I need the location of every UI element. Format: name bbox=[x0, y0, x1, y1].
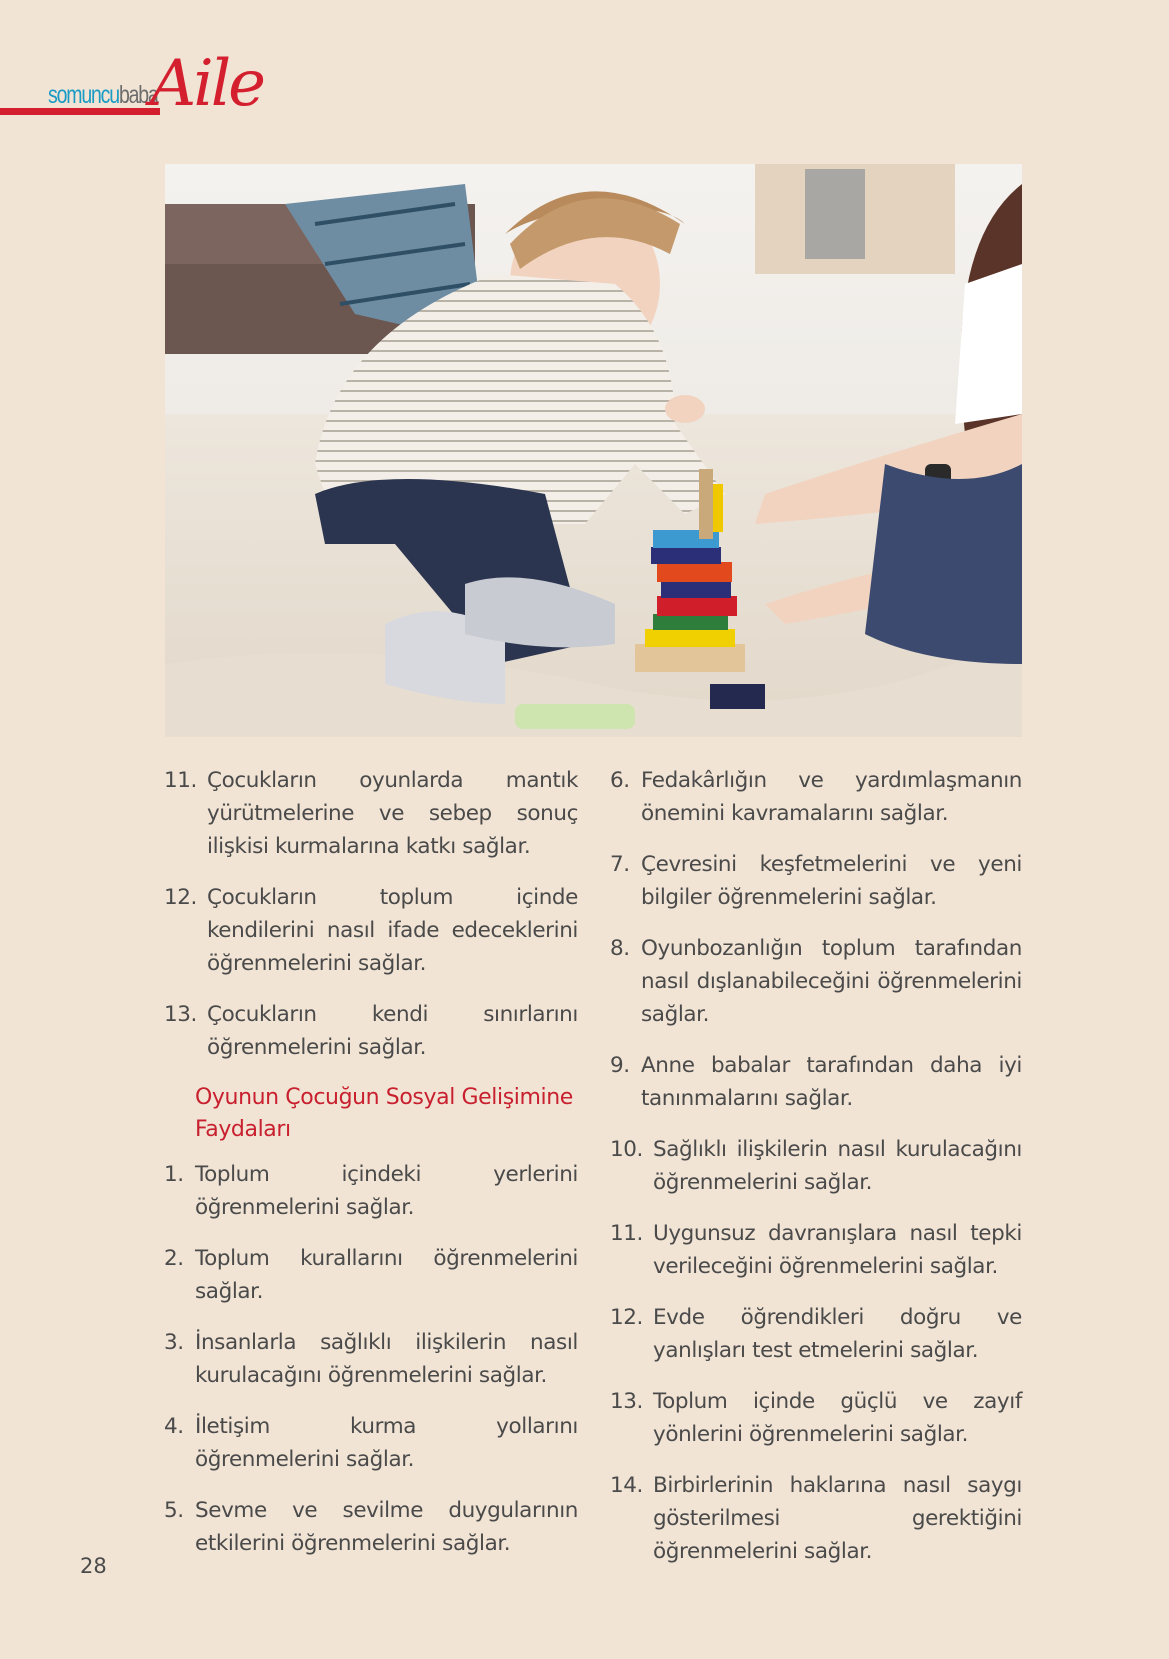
list-item-number: 12. bbox=[610, 1305, 643, 1330]
list-item-text: Birbirlerinin haklarına nasıl saygı gösterilmesi gerektiğini öğrenmelerini sağlar. bbox=[653, 1473, 1022, 1564]
list-item-number: 11. bbox=[610, 1221, 643, 1246]
list-item-text: Toplum kurallarını öğrenmelerini sağlar. bbox=[195, 1246, 578, 1304]
list-item-text: Fedakârlığın ve yardımlaşmanın önemini kavramalarını sağlar. bbox=[641, 768, 1022, 826]
brand-logo bbox=[48, 47, 264, 122]
list-item-text: Çevresini keşfetmelerini ve yeni bilgiler öğrenmelerini sağlar. bbox=[641, 852, 1022, 910]
list-item bbox=[610, 1217, 1022, 1283]
list-item-number: 11. bbox=[164, 768, 197, 793]
list-item-text: İletişim kurma yollarını öğrenmelerini sağlar. bbox=[195, 1414, 578, 1472]
list-item-number: 6. bbox=[610, 768, 630, 793]
list-item-number: 7. bbox=[610, 852, 630, 877]
list-item-number: 13. bbox=[164, 1002, 197, 1027]
list-item bbox=[164, 1494, 578, 1560]
list-item-number: 1. bbox=[164, 1162, 184, 1187]
list-item bbox=[164, 998, 578, 1064]
list-item bbox=[610, 1133, 1022, 1199]
list-item-text: İnsanlarla sağlıklı ilişkilerin nasıl kurulacağını öğrenmelerini sağlar. bbox=[195, 1330, 578, 1388]
list-item-number: 5. bbox=[164, 1498, 184, 1523]
list-item bbox=[164, 1410, 578, 1476]
list-item-text: Evde öğrendikleri doğru ve yanlışları test etmelerini sağlar. bbox=[653, 1305, 1022, 1363]
list-item-number: 12. bbox=[164, 885, 197, 910]
list-item-number: 9. bbox=[610, 1053, 630, 1078]
list-item-number: 14. bbox=[610, 1473, 643, 1498]
right-column bbox=[610, 764, 1022, 1586]
list-item bbox=[610, 764, 1022, 830]
list-item bbox=[610, 1301, 1022, 1367]
list-item-number: 4. bbox=[164, 1414, 184, 1439]
photo-illustration bbox=[165, 164, 1022, 737]
child-stacking-toy-photo bbox=[165, 164, 1022, 737]
list-item-text: Sevme ve sevilme duygularının etkilerini öğrenmelerini sağlar. bbox=[195, 1498, 578, 1556]
list-item-text: Oyunbozanlığın toplum tarafından nasıl dışlanabileceğini öğrenmelerini sağlar. bbox=[641, 936, 1022, 1027]
list-item bbox=[164, 1158, 578, 1224]
list-item bbox=[610, 1049, 1022, 1115]
list-item bbox=[164, 881, 578, 980]
list-item-number: 3. bbox=[164, 1330, 184, 1355]
list-item-number: 13. bbox=[610, 1389, 643, 1414]
list-item-text: Çocukların oyunlarda mantık yürütmelerine ve sebep sonuç ilişkisi kurmalarına katkı sağlar. bbox=[207, 768, 578, 859]
list-item bbox=[164, 1326, 578, 1392]
list-item-text: Uygunsuz davranışlara nasıl tepki verileceğini öğrenmelerini sağlar. bbox=[653, 1221, 1022, 1279]
list-item bbox=[164, 764, 578, 863]
logo-somuncu: somuncu bbox=[48, 81, 119, 109]
logo-aile: Aile bbox=[150, 47, 264, 121]
list-item-text: Çocukların toplum içinde kendilerini nasıl ifade edeceklerini öğrenmelerini sağlar. bbox=[207, 885, 578, 976]
list-item bbox=[610, 848, 1022, 914]
logo-baba: baba bbox=[118, 81, 158, 109]
section-heading: Oyunun Çocuğun Sosyal Gelişimine Faydaları bbox=[195, 1085, 573, 1142]
list-item-number: 8. bbox=[610, 936, 630, 961]
list-item bbox=[610, 932, 1022, 1031]
list-item-text: Anne babalar tarafından daha iyi tanınmalarını sağlar. bbox=[641, 1053, 1022, 1111]
list-item bbox=[164, 1242, 578, 1308]
list-item-text: Toplum içinde güçlü ve zayıf yönlerini öğrenmelerini sağlar. bbox=[653, 1389, 1022, 1447]
list-item-number: 10. bbox=[610, 1137, 643, 1162]
list-item-number: 2. bbox=[164, 1246, 184, 1271]
page-number: 28 bbox=[80, 1554, 107, 1578]
list-item bbox=[610, 1469, 1022, 1568]
logo-wordmark bbox=[48, 83, 158, 108]
list-item-text: Toplum içindeki yerlerini öğrenmelerini sağlar. bbox=[195, 1162, 578, 1220]
list-item-text: Çocukların kendi sınırlarını öğrenmelerini sağlar. bbox=[207, 1002, 578, 1060]
list-item-text: Sağlıklı ilişkilerin nasıl kurulacağını öğrenmelerini sağlar. bbox=[653, 1137, 1022, 1195]
left-column bbox=[164, 764, 578, 1578]
list-item bbox=[610, 1385, 1022, 1451]
